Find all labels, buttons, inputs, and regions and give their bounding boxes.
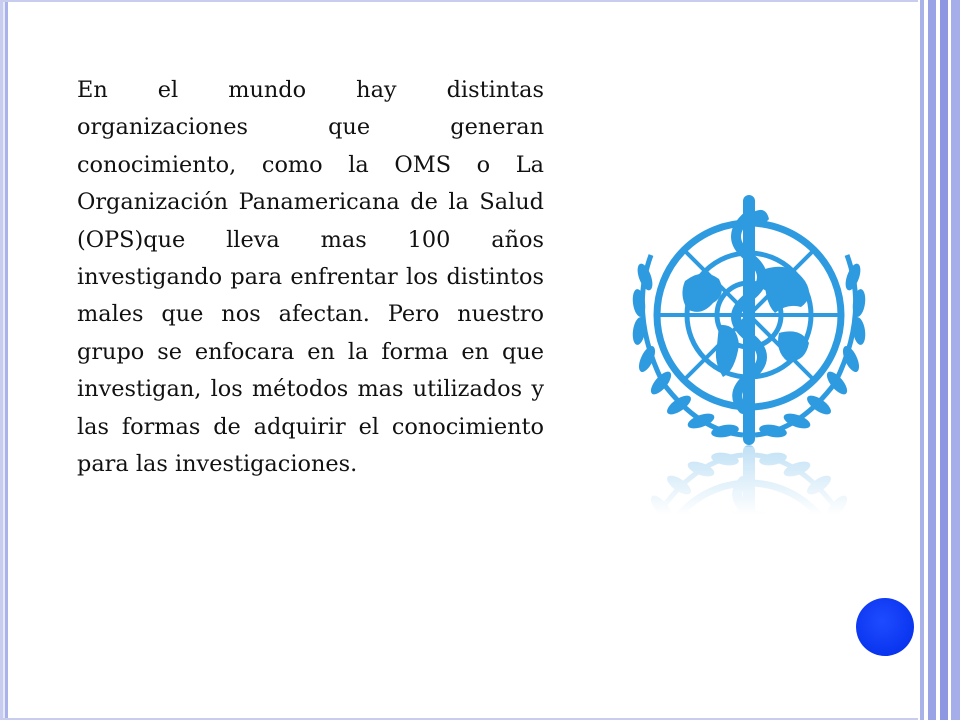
- who-emblem-icon: [615, 185, 883, 515]
- slide-body-text: En el mundo hay distintas organizaciones que generan conocimiento, como la OMS o La Organización Panamericana de la Salud (OPS)que lleva mas 100 años investigando para enfrentar los distintos males que nos afectan. Pero nuestro grupo se enfocara en la forma en que investigan, los métodos mas utilizados y las formas de adquirir el conocimiento para las investigaciones.: [77, 77, 544, 478]
- accent-circle: [856, 598, 914, 656]
- slide-left-border: [0, 0, 9, 720]
- who-logo: [615, 185, 883, 515]
- slide-top-border: [0, 0, 920, 2]
- slide-side-bars: [918, 0, 960, 720]
